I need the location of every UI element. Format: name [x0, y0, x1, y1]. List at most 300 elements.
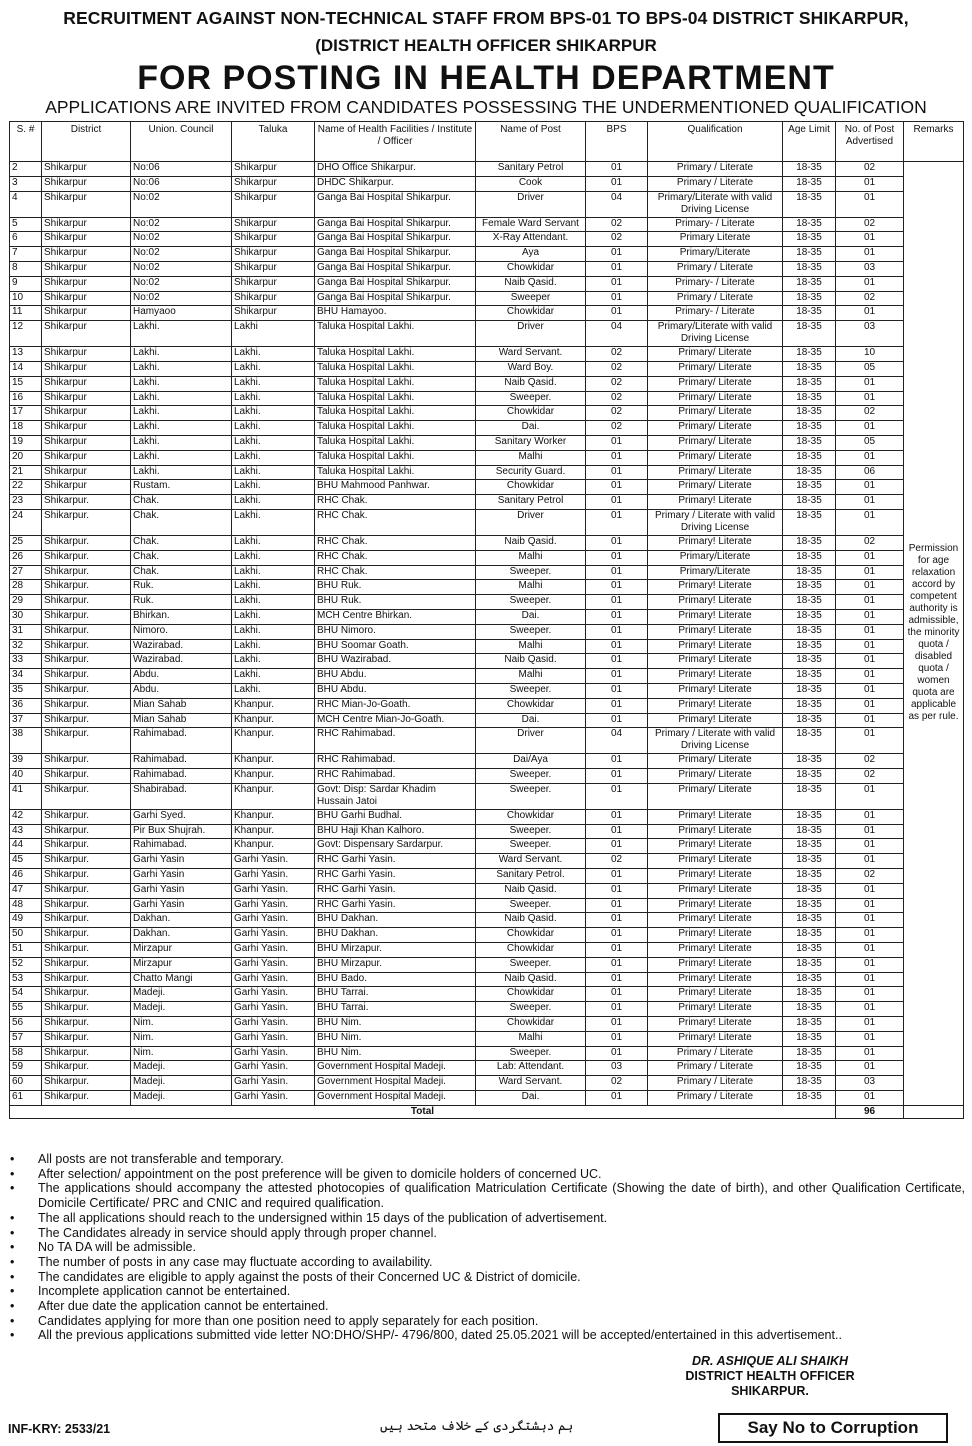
- table-row: [10, 1046, 964, 1061]
- reference-number: INF-KRY: 2533/21: [8, 1422, 111, 1436]
- cell-qualification: Primary! Literate: [648, 972, 783, 987]
- cell-facility: Government Hospital Madeji.: [315, 1076, 476, 1091]
- cell-union-council: Dakhan.: [131, 913, 232, 928]
- cell-district: Shikarpur: [42, 391, 131, 406]
- table-row: [10, 839, 964, 854]
- cell-post: Malhi: [476, 580, 586, 595]
- cell-sno: 42: [10, 809, 42, 824]
- cell-facility: Ganga Bai Hospital Shikarpur.: [315, 291, 476, 306]
- cell-district: Shikarpur: [42, 435, 131, 450]
- cell-facility: BHU Mirzapur.: [315, 957, 476, 972]
- cell-post: Chowkidar: [476, 1017, 586, 1032]
- cell-district: Shikarpur.: [42, 769, 131, 784]
- cell-bps: 01: [586, 754, 648, 769]
- cell-union-council: Lakhi.: [131, 435, 232, 450]
- cell-bps: 01: [586, 565, 648, 580]
- cell-facility: Ganga Bai Hospital Shikarpur.: [315, 261, 476, 276]
- cell-post-count: 01: [836, 480, 904, 495]
- cell-bps: 01: [586, 869, 648, 884]
- cell-facility: RHC Mian-Jo-Goath.: [315, 698, 476, 713]
- cell-taluka: Khanpur.: [232, 769, 315, 784]
- header-main-title: FOR POSTING IN HEALTH DEPARTMENT: [137, 59, 835, 97]
- cell-taluka: Khanpur.: [232, 698, 315, 713]
- cell-age-limit: 18-35: [783, 361, 836, 376]
- cell-age-limit: 18-35: [783, 435, 836, 450]
- cell-facility: Ganga Bai Hospital Shikarpur.: [315, 191, 476, 217]
- cell-post: Naib Qasid.: [476, 913, 586, 928]
- table-row: [10, 783, 964, 809]
- cell-district: Shikarpur.: [42, 580, 131, 595]
- bullet-icon: •: [10, 1284, 15, 1299]
- cell-post: Chowkidar: [476, 306, 586, 321]
- cell-age-limit: 18-35: [783, 391, 836, 406]
- cell-post: Security Guard.: [476, 465, 586, 480]
- cell-post-count: 01: [836, 943, 904, 958]
- cell-qualification: Primary! Literate: [648, 698, 783, 713]
- cell-post: Naib Qasid.: [476, 276, 586, 291]
- col-header-remarks: Remarks: [904, 122, 964, 162]
- cell-post: Lab: Attendant.: [476, 1061, 586, 1076]
- cell-bps: 01: [586, 450, 648, 465]
- cell-union-council: Ruk.: [131, 580, 232, 595]
- cell-district: Shikarpur.: [42, 972, 131, 987]
- cell-qualification: Primary! Literate: [648, 883, 783, 898]
- cell-district: Shikarpur.: [42, 1002, 131, 1017]
- cell-taluka: Lakhi.: [232, 580, 315, 595]
- table-row: [10, 321, 964, 347]
- cell-taluka: Lakhi.: [232, 406, 315, 421]
- cell-age-limit: 18-35: [783, 898, 836, 913]
- table-row: [10, 639, 964, 654]
- cell-taluka: Garhi Yasin.: [232, 943, 315, 958]
- table-row: [10, 698, 964, 713]
- cell-sno: 58: [10, 1046, 42, 1061]
- cell-qualification: Primary! Literate: [648, 639, 783, 654]
- cell-sno: 34: [10, 669, 42, 684]
- cell-post-count: 01: [836, 928, 904, 943]
- total-remarks-empty: [904, 1105, 964, 1118]
- cell-bps: 01: [586, 276, 648, 291]
- cell-qualification: Primary! Literate: [648, 957, 783, 972]
- cell-post: Driver: [476, 321, 586, 347]
- table-row: [10, 683, 964, 698]
- cell-union-council: Garhi Yasin: [131, 854, 232, 869]
- table-row: [10, 987, 964, 1002]
- cell-sno: 41: [10, 783, 42, 809]
- cell-sno: 37: [10, 713, 42, 728]
- cell-facility: RHC Chak.: [315, 565, 476, 580]
- cell-taluka: Garhi Yasin.: [232, 1017, 315, 1032]
- cell-age-limit: 18-35: [783, 683, 836, 698]
- cell-district: Shikarpur.: [42, 1046, 131, 1061]
- cell-age-limit: 18-35: [783, 1017, 836, 1032]
- cell-taluka: Garhi Yasin.: [232, 1091, 315, 1106]
- table-row: [10, 972, 964, 987]
- col-header-post: Name of Post: [476, 122, 586, 162]
- cell-sno: 59: [10, 1061, 42, 1076]
- cell-qualification: Primary/ Literate: [648, 783, 783, 809]
- cell-bps: 01: [586, 1017, 648, 1032]
- col-header-sno: S. #: [10, 122, 42, 162]
- cell-facility: BHU Haji Khan Kalhoro.: [315, 824, 476, 839]
- cell-sno: 5: [10, 217, 42, 232]
- table-row: [10, 943, 964, 958]
- cell-sno: 18: [10, 421, 42, 436]
- cell-union-council: Nim.: [131, 1031, 232, 1046]
- cell-bps: 01: [586, 824, 648, 839]
- cell-sno: 8: [10, 261, 42, 276]
- cell-union-council: Rahimabad.: [131, 769, 232, 784]
- cell-qualification: Primary / Literate with valid Driving License: [648, 728, 783, 754]
- cell-sno: 24: [10, 509, 42, 535]
- cell-bps: 02: [586, 376, 648, 391]
- bullet-icon: •: [10, 1269, 15, 1284]
- cell-age-limit: 18-35: [783, 465, 836, 480]
- cell-qualification: Primary/ Literate: [648, 480, 783, 495]
- cell-sno: 50: [10, 928, 42, 943]
- col-header-facility: Name of Health Facilities / Institute / Officer: [315, 122, 476, 162]
- note-item: [10, 1211, 965, 1226]
- cell-facility: BHU Abdu.: [315, 669, 476, 684]
- cell-district: Shikarpur.: [42, 854, 131, 869]
- cell-post: X-Ray Attendant.: [476, 232, 586, 247]
- cell-sno: 10: [10, 291, 42, 306]
- cell-district: Shikarpur.: [42, 957, 131, 972]
- cell-district: Shikarpur: [42, 191, 131, 217]
- cell-post-count: 01: [836, 698, 904, 713]
- cell-post-count: 01: [836, 913, 904, 928]
- cell-post-count: 02: [836, 535, 904, 550]
- cell-taluka: Lakhi.: [232, 347, 315, 362]
- cell-taluka: Garhi Yasin.: [232, 913, 315, 928]
- cell-bps: 01: [586, 1002, 648, 1017]
- cell-post-count: 01: [836, 176, 904, 191]
- note-text: The number of posts in any case may fluctuate according to availability.: [38, 1254, 433, 1269]
- notes-list: [10, 1152, 965, 1343]
- cell-age-limit: 18-35: [783, 1002, 836, 1017]
- cell-post-count: 01: [836, 1002, 904, 1017]
- cell-post: Cook: [476, 176, 586, 191]
- table-row: [10, 624, 964, 639]
- cell-post: Ward Servant.: [476, 1076, 586, 1091]
- cell-age-limit: 18-35: [783, 728, 836, 754]
- cell-age-limit: 18-35: [783, 609, 836, 624]
- col-header-union-council: Union. Council: [131, 122, 232, 162]
- cell-district: Shikarpur: [42, 276, 131, 291]
- cell-post-count: 01: [836, 972, 904, 987]
- cell-taluka: Garhi Yasin.: [232, 869, 315, 884]
- cell-facility: BHU Garhi Budhal.: [315, 809, 476, 824]
- cell-union-council: Lakhi.: [131, 465, 232, 480]
- cell-bps: 01: [586, 176, 648, 191]
- table-row: [10, 406, 964, 421]
- col-header-age-limit: Age Limit: [783, 122, 836, 162]
- cell-union-council: Madeji.: [131, 1061, 232, 1076]
- cell-age-limit: 18-35: [783, 406, 836, 421]
- cell-age-limit: 18-35: [783, 495, 836, 510]
- cell-sno: 51: [10, 943, 42, 958]
- cell-qualification: Primary! Literate: [648, 595, 783, 610]
- cell-post: Sweeper.: [476, 1002, 586, 1017]
- cell-age-limit: 18-35: [783, 883, 836, 898]
- bullet-icon: •: [10, 1299, 15, 1314]
- cell-union-council: Mian Sahab: [131, 713, 232, 728]
- cell-sno: 40: [10, 769, 42, 784]
- cell-union-council: Wazirabad.: [131, 654, 232, 669]
- cell-sno: 15: [10, 376, 42, 391]
- cell-facility: BHU Soomar Goath.: [315, 639, 476, 654]
- cell-qualification: Primary! Literate: [648, 839, 783, 854]
- posts-table: [9, 121, 964, 1119]
- cell-taluka: Lakhi.: [232, 609, 315, 624]
- cell-union-council: Rahimabad.: [131, 839, 232, 854]
- cell-qualification: Primary! Literate: [648, 854, 783, 869]
- bullet-icon: •: [10, 1152, 15, 1166]
- signatory-name: DR. ASHIQUE ALI SHAIKH: [691, 1354, 849, 1368]
- note-item: [10, 1152, 965, 1167]
- cell-district: Shikarpur.: [42, 509, 131, 535]
- note-text: All the previous applications submitted vide letter NO:DHO/SHP/- 4796/800, dated 25.05.2021 will be accepted/entertained in this advertisement..: [38, 1328, 842, 1343]
- cell-facility: Taluka Hospital Lakhi.: [315, 347, 476, 362]
- cell-bps: 01: [586, 783, 648, 809]
- cell-union-council: Chak.: [131, 535, 232, 550]
- cell-post-count: 02: [836, 162, 904, 177]
- cell-union-council: Rustam.: [131, 480, 232, 495]
- cell-district: Shikarpur: [42, 162, 131, 177]
- cell-union-council: No:02: [131, 232, 232, 247]
- cell-qualification: Primary/ Literate: [648, 435, 783, 450]
- table-row: [10, 391, 964, 406]
- cell-union-council: No:02: [131, 276, 232, 291]
- cell-district: Shikarpur.: [42, 824, 131, 839]
- note-text: After due date the application cannot be entertained.: [38, 1299, 329, 1314]
- cell-union-council: Lakhi.: [131, 321, 232, 347]
- cell-sno: 47: [10, 883, 42, 898]
- cell-taluka: Lakhi.: [232, 450, 315, 465]
- table-row: [10, 162, 964, 177]
- cell-union-council: No:02: [131, 217, 232, 232]
- cell-facility: Taluka Hospital Lakhi.: [315, 435, 476, 450]
- cell-age-limit: 18-35: [783, 824, 836, 839]
- cell-sno: 7: [10, 247, 42, 262]
- cell-sno: 33: [10, 654, 42, 669]
- table-row: [10, 421, 964, 436]
- cell-bps: 01: [586, 624, 648, 639]
- cell-district: Shikarpur.: [42, 728, 131, 754]
- cell-facility: Taluka Hospital Lakhi.: [315, 391, 476, 406]
- cell-bps: 01: [586, 898, 648, 913]
- cell-post-count: 01: [836, 247, 904, 262]
- col-header-post-count: No. of Post Advertised: [836, 122, 904, 162]
- note-text: After selection/ appointment on the post preference will be given to domicile holders of concerned UC.: [38, 1166, 602, 1181]
- cell-district: Shikarpur: [42, 465, 131, 480]
- cell-facility: BHU Bado.: [315, 972, 476, 987]
- cell-sno: 22: [10, 480, 42, 495]
- cell-taluka: Lakhi.: [232, 465, 315, 480]
- cell-age-limit: 18-35: [783, 595, 836, 610]
- cell-qualification: Primary! Literate: [648, 913, 783, 928]
- cell-facility: BHU Dakhan.: [315, 913, 476, 928]
- cell-sno: 49: [10, 913, 42, 928]
- cell-post-count: 02: [836, 291, 904, 306]
- cell-bps: 01: [586, 1031, 648, 1046]
- cell-bps: 02: [586, 854, 648, 869]
- cell-district: Shikarpur.: [42, 535, 131, 550]
- cell-age-limit: 18-35: [783, 306, 836, 321]
- note-text: The Candidates already in service should apply through proper channel.: [38, 1225, 437, 1240]
- cell-district: Shikarpur.: [42, 639, 131, 654]
- table-row: [10, 495, 964, 510]
- cell-district: Shikarpur: [42, 261, 131, 276]
- cell-union-council: Mirzapur: [131, 957, 232, 972]
- cell-district: Shikarpur: [42, 217, 131, 232]
- cell-post-count: 01: [836, 713, 904, 728]
- cell-union-council: No:02: [131, 291, 232, 306]
- cell-post-count: 01: [836, 1031, 904, 1046]
- cell-sno: 57: [10, 1031, 42, 1046]
- cell-post-count: 05: [836, 435, 904, 450]
- signatory-title: DISTRICT HEALTH OFFICER: [685, 1369, 855, 1383]
- table-row: [10, 480, 964, 495]
- cell-age-limit: 18-35: [783, 580, 836, 595]
- cell-qualification: Primary! Literate: [648, 1017, 783, 1032]
- table-row: [10, 276, 964, 291]
- cell-post: Malhi: [476, 550, 586, 565]
- cell-union-council: Lakhi.: [131, 391, 232, 406]
- cell-qualification: Primary Literate: [648, 232, 783, 247]
- table-row: [10, 580, 964, 595]
- cell-age-limit: 18-35: [783, 943, 836, 958]
- cell-age-limit: 18-35: [783, 217, 836, 232]
- cell-taluka: Khanpur.: [232, 809, 315, 824]
- cell-age-limit: 18-35: [783, 913, 836, 928]
- cell-bps: 01: [586, 972, 648, 987]
- cell-post-count: 03: [836, 321, 904, 347]
- cell-bps: 01: [586, 550, 648, 565]
- cell-taluka: Khanpur.: [232, 783, 315, 809]
- note-item: [10, 1167, 965, 1182]
- cell-facility: BHU Mirzapur.: [315, 943, 476, 958]
- remarks-cell: Permission for age relaxation accord by competent authority is admissible, the minority quota / disabled quota / women quota are applicable as per rule.: [904, 162, 964, 1106]
- cell-bps: 01: [586, 698, 648, 713]
- cell-union-council: Chak.: [131, 565, 232, 580]
- cell-post: Sweeper.: [476, 683, 586, 698]
- cell-post: Naib Qasid.: [476, 376, 586, 391]
- cell-age-limit: 18-35: [783, 376, 836, 391]
- cell-facility: RHC Garhi Yasin.: [315, 898, 476, 913]
- cell-post: Driver: [476, 191, 586, 217]
- cell-union-council: Bhirkan.: [131, 609, 232, 624]
- cell-post: Naib Qasid.: [476, 654, 586, 669]
- signatory-place: SHIKARPUR.: [731, 1384, 809, 1398]
- total-label: Total: [10, 1105, 836, 1118]
- cell-post-count: 01: [836, 1046, 904, 1061]
- cell-taluka: Lakhi.: [232, 361, 315, 376]
- cell-bps: 01: [586, 247, 648, 262]
- cell-bps: 01: [586, 595, 648, 610]
- cell-bps: 02: [586, 347, 648, 362]
- bullet-icon: •: [10, 1313, 15, 1328]
- cell-taluka: Garhi Yasin.: [232, 1046, 315, 1061]
- cell-post-count: 01: [836, 669, 904, 684]
- cell-sno: 17: [10, 406, 42, 421]
- note-item: [10, 1181, 965, 1210]
- cell-union-council: Lakhi.: [131, 450, 232, 465]
- cell-post: Driver: [476, 509, 586, 535]
- cell-district: Shikarpur: [42, 232, 131, 247]
- cell-age-limit: 18-35: [783, 261, 836, 276]
- bullet-icon: •: [10, 1328, 15, 1343]
- cell-post-count: 06: [836, 465, 904, 480]
- table-row: [10, 247, 964, 262]
- cell-facility: DHDC Shikarpur.: [315, 176, 476, 191]
- cell-age-limit: 18-35: [783, 669, 836, 684]
- cell-post: Chowkidar: [476, 943, 586, 958]
- cell-bps: 01: [586, 943, 648, 958]
- cell-sno: 19: [10, 435, 42, 450]
- cell-union-council: Shabirabad.: [131, 783, 232, 809]
- table-row: [10, 898, 964, 913]
- cell-union-council: Lakhi.: [131, 421, 232, 436]
- cell-age-limit: 18-35: [783, 247, 836, 262]
- cell-sno: 28: [10, 580, 42, 595]
- cell-district: Shikarpur.: [42, 669, 131, 684]
- cell-district: Shikarpur.: [42, 1076, 131, 1091]
- cell-district: Shikarpur.: [42, 839, 131, 854]
- cell-facility: RHC Garhi Yasin.: [315, 869, 476, 884]
- table-row: [10, 565, 964, 580]
- cell-facility: BHU Hamayoo.: [315, 306, 476, 321]
- cell-union-council: No:02: [131, 261, 232, 276]
- cell-facility: Government Hospital Madeji.: [315, 1091, 476, 1106]
- cell-post-count: 01: [836, 654, 904, 669]
- cell-union-council: Dakhan.: [131, 928, 232, 943]
- cell-taluka: Garhi Yasin.: [232, 1076, 315, 1091]
- cell-age-limit: 18-35: [783, 769, 836, 784]
- cell-age-limit: 18-35: [783, 1091, 836, 1106]
- cell-bps: 01: [586, 261, 648, 276]
- cell-qualification: Primary! Literate: [648, 580, 783, 595]
- cell-age-limit: 18-35: [783, 928, 836, 943]
- cell-taluka: Garhi Yasin.: [232, 1061, 315, 1076]
- cell-bps: 01: [586, 1046, 648, 1061]
- table-row: [10, 1091, 964, 1106]
- cell-district: Shikarpur.: [42, 1031, 131, 1046]
- cell-district: Shikarpur.: [42, 869, 131, 884]
- cell-post: Sanitary Petrol.: [476, 869, 586, 884]
- bullet-icon: •: [10, 1254, 15, 1269]
- cell-taluka: Shikarpur: [232, 276, 315, 291]
- cell-district: Shikarpur: [42, 321, 131, 347]
- cell-post-count: 10: [836, 347, 904, 362]
- cell-bps: 01: [586, 162, 648, 177]
- cell-post-count: 01: [836, 783, 904, 809]
- cell-sno: 56: [10, 1017, 42, 1032]
- cell-district: Shikarpur.: [42, 550, 131, 565]
- cell-qualification: Primary! Literate: [648, 928, 783, 943]
- corruption-slogan-box: Say No to Corruption: [718, 1413, 948, 1443]
- cell-qualification: Primary/Literate with valid Driving License: [648, 191, 783, 217]
- cell-facility: RHC Chak.: [315, 535, 476, 550]
- note-text: All posts are not transferable and temporary.: [38, 1152, 284, 1166]
- cell-age-limit: 18-35: [783, 809, 836, 824]
- table-row: [10, 769, 964, 784]
- cell-taluka: Garhi Yasin.: [232, 854, 315, 869]
- cell-age-limit: 18-35: [783, 654, 836, 669]
- signature-block: [600, 1354, 940, 1399]
- cell-union-council: Abdu.: [131, 669, 232, 684]
- table-row: [10, 465, 964, 480]
